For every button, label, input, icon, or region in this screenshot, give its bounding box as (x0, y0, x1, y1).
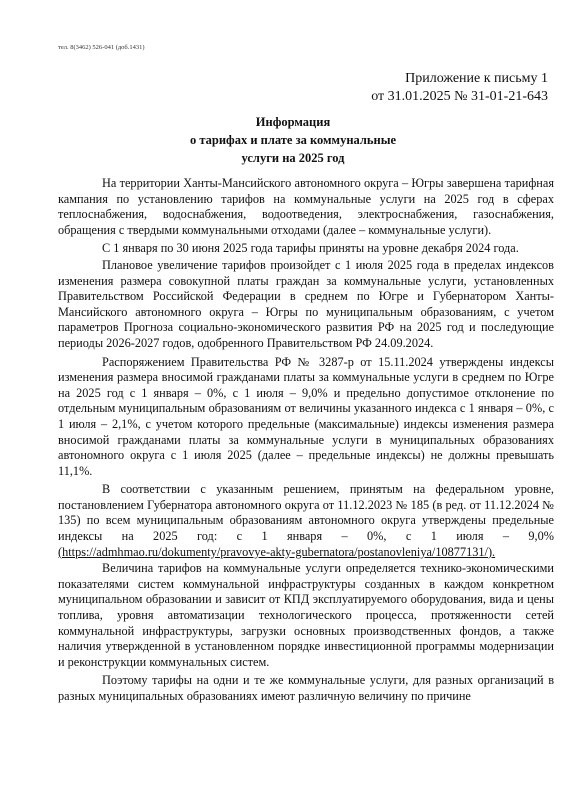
appendix-reference (371, 70, 548, 106)
decree-link[interactable]: (https://admhmao.ru/dokumenty/pravovye-akty-gubernatora/postanovleniya/10877131/). (58, 544, 496, 559)
document-body (58, 176, 554, 708)
paragraph-5-text: В соответствии с указанным решением, принятым на федеральном уровне, постановлением Губернатора автономного округа от 11.12.2023 № 185 (в ред. от 11.12.2024 № 135) по всем муниципальным образованиям автономного округа утверждены предельные индексы на 2025 год: с 1 января – 0%, с 1 июля – 9,0% (58, 482, 554, 544)
document-title (0, 113, 586, 167)
appendix-line-1: Приложение к письму 1 (405, 71, 548, 86)
paragraph-1: На территории Ханты-Мансийского автономного округа – Югры завершена тарифная кампания по установлению тарифов на коммунальные услуги на 2025 год в сферах теплоснабжения, водоснабжения, водоотведения, электроснабжения, газоснабжения, обращения с твердыми коммунальными отходами (далее – коммунальные услуги). (58, 176, 554, 237)
appendix-line-2: от 31.01.2025 № 31-01-21-643 (371, 89, 548, 104)
paragraph-7: Поэтому тарифы на одни и те же коммунальные услуги, для разных организаций в разных муниципальных образованиях имеют различную величину по причине (58, 673, 554, 703)
title-line-3: услуги на 2025 год (241, 151, 345, 165)
paragraph-4: Распоряжением Правительства РФ № 3287-р от 15.11.2024 утверждены индексы изменения размера вносимой гражданами платы за коммунальные услуги в среднем по Югре на 2025 год с 1 января – 0%, с 1 июля – 9,0% и предельно допустимое отклонение по отдельным муниципальным образованиям от величины указанного индекса с 1 января – 0%, с 1 июля – 2,1%, с учетом которого предельные (максимальные) индексы изменения размера вносимой гражданами платы за коммунальные услуги в муниципальных образованиях автономного округа с 1 июля 2025 (далее – предельные индексы) не должны превышать 11,1%. (58, 354, 554, 478)
header-phone: тел. 8(3462) 526-041 (доб.1431) (58, 44, 145, 51)
title-line-1: Информация (255, 115, 331, 129)
title-line-2: о тарифах и плате за коммунальные (189, 133, 397, 147)
paragraph-2: С 1 января по 30 июня 2025 года тарифы приняты на уровне декабря 2024 года. (102, 241, 519, 256)
paragraph-6: Величина тарифов на коммунальные услуги определяется технико-экономическими показателями систем коммунальной инфраструктуры созданных в каждом конкретном муниципальном образовании и зависит от КПД эксплуатируемого оборудования, вида и цены топлива, уровня автоматизации технологического процесса, протяженности сетей коммунальной инфраструктуры, загрузки основных производственных фондов, а также наличия утвержденной в установленном порядке инвестиционной программы модернизации и реконструкции коммунальных систем. (58, 561, 554, 669)
paragraph-5 (58, 482, 554, 560)
paragraph-3: Плановое увеличение тарифов произойдет с 1 июля 2025 года в пределах индексов изменения размера совокупной платы граждан за коммунальные услуги, установленных Правительством Российской Федерации в среднем по Югре и Губернатором Ханты-Мансийского автономного округа – Югры по муниципальным образованиям, с учетом параметров Прогноза социально-экономического развития РФ на 2025 год и последующие периоды 2026-2027 годов, одобренного Правительством РФ 24.09.2024. (58, 257, 554, 350)
